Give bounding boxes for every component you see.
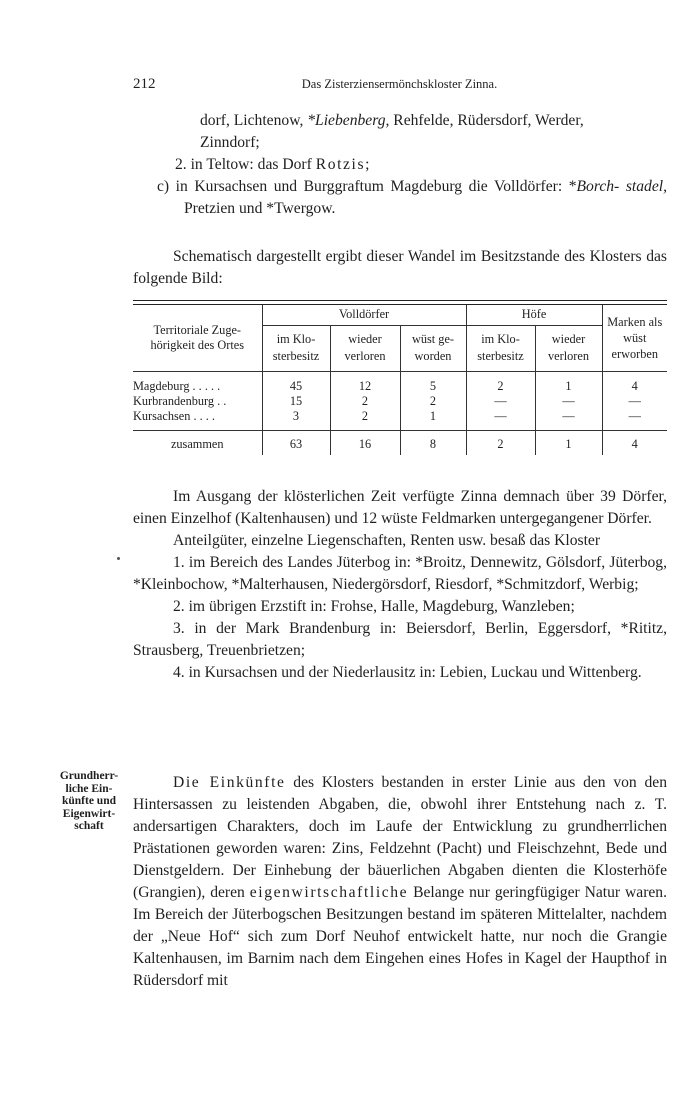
sub-wuest-geworden: wüst ge-worden — [400, 325, 466, 371]
list-line: Zinndorf; — [200, 134, 260, 151]
sub-im-klosterbesitz: im Klo-sterbesitz — [262, 325, 330, 371]
table-total-row: zusammen 63 16 8 2 1 4 — [133, 431, 667, 455]
list-line: dorf, Lichtenow, *Liebenberg, Rehfelde, Rüdersdorf, Werder, — [200, 112, 584, 129]
group-hoefe-header: Höfe — [466, 305, 602, 325]
paragraph-item-4: 4. in Kursachsen und der Niederlausitz in: Lebien, Luckau und Wittenberg. — [173, 664, 642, 681]
intro-paragraph-block — [133, 246, 667, 290]
list-item-kursachsen: c) in Kursachsen und Burggraftum Magdeburg die Volldörfer: *Borch- stadel, Pretzien und *Twergow. — [157, 178, 667, 217]
paragraph-item-2: 2. im übrigen Erzstift in: Frohse, Halle, Magdeburg, Wanzleben; — [173, 598, 575, 615]
group-volldoerfer-header: Volldörfer — [262, 305, 466, 325]
place-list-continued — [133, 110, 667, 220]
paragraph-einkuenfte: Die Einkünfte des Klosters bestanden in erster Linie aus den von den Hintersassen zu leistenden Abgaben, die, obwohl ihrer Entstehung nach z. T. andersartigen Charakters, doch im Laufe der Entwicklung zu grundherrlichen Prästationen geworden waren: Zins, Feldzehnt (Pacht) und Fleischzehnt, Bede und Dienstgeldern. Der Einhebung der bäuerlichen Abgaben dienten die Klosterhöfe (Grangien), deren eigenwirtschaftliche Belange nur geringfügiger Natur waren. Im Bereich der Jüterbogschen Besitzungen bestand im späteren Mittelalter, nachdem der „Neue Hof“ sich zum Dorf Neuhof entwickelt hatte, nur noch die Grangie Kaltenhausen, im Barnim nach dem Eingehen eines Hofes in Kagel der Haupthof in Rüdersdorf mit — [133, 774, 668, 989]
paragraph-item-3: 3. in der Mark Brandenburg in: Beiersdorf, Berlin, Eggersdorf, *Rititz, Strausberg, Treuenbrietzen; — [133, 620, 667, 659]
print-speck — [117, 557, 120, 560]
final-paragraph-block — [133, 772, 667, 992]
table-row: Kursachsen . . . . 3 2 1 — — — — [133, 409, 667, 431]
table-row: Magdeburg . . . . . 45 12 5 2 1 4 — [133, 379, 638, 393]
col-territorial-header: Territoriale Zuge-hörigkeit des Ortes — [133, 305, 262, 371]
page-header — [133, 76, 666, 96]
col-marken-header: Marken als wüst erworben — [602, 305, 667, 371]
table-row: Kurbrandenburg . . 15 2 2 — — — — [133, 394, 641, 408]
running-title: Das Zisterziensermönchskloster Zinna. — [301, 77, 498, 91]
sub-hoefe-wieder-verloren: wieder verloren — [535, 325, 602, 371]
list-item-teltow: 2. in Teltow: das Dorf Rotzis; — [175, 156, 370, 173]
sub-wieder-verloren: wieder verloren — [330, 325, 400, 371]
paragraph-summary: Im Ausgang der klösterlichen Zeit verfügte Zinna demnach über 39 Dörfer, einen Einzelhof (Kaltenhausen) und 12 wüste Feldmarken untergegangener Dörfer. — [133, 488, 667, 527]
paragraph-item-1: 1. im Bereich des Landes Jüterbog in: *Broitz, Dennewitz, Gölsdorf, Jüterbog, *Kleinbochow, *Malterhausen, Niedergörsdorf, Riesdorf, *Schmitzdorf, Werbig; — [133, 554, 667, 593]
body-paragraphs — [133, 486, 667, 684]
page-number: 212 — [133, 76, 156, 92]
sub-hoefe-im-klosterbesitz: im Klo-sterbesitz — [466, 325, 535, 371]
margin-note: Grundherr-liche Ein-künfte und Eigenwirt-schaft — [59, 770, 119, 832]
holdings-table-wrap — [133, 300, 667, 455]
paragraph-anteilgueter: Anteilgüter, einzelne Liegenschaften, Renten usw. besaß das Kloster — [173, 532, 601, 549]
intro-paragraph: Schematisch dargestellt ergibt dieser Wandel im Besitzstande des Klosters das folgende Bild: — [133, 248, 667, 287]
holdings-table — [133, 305, 667, 455]
